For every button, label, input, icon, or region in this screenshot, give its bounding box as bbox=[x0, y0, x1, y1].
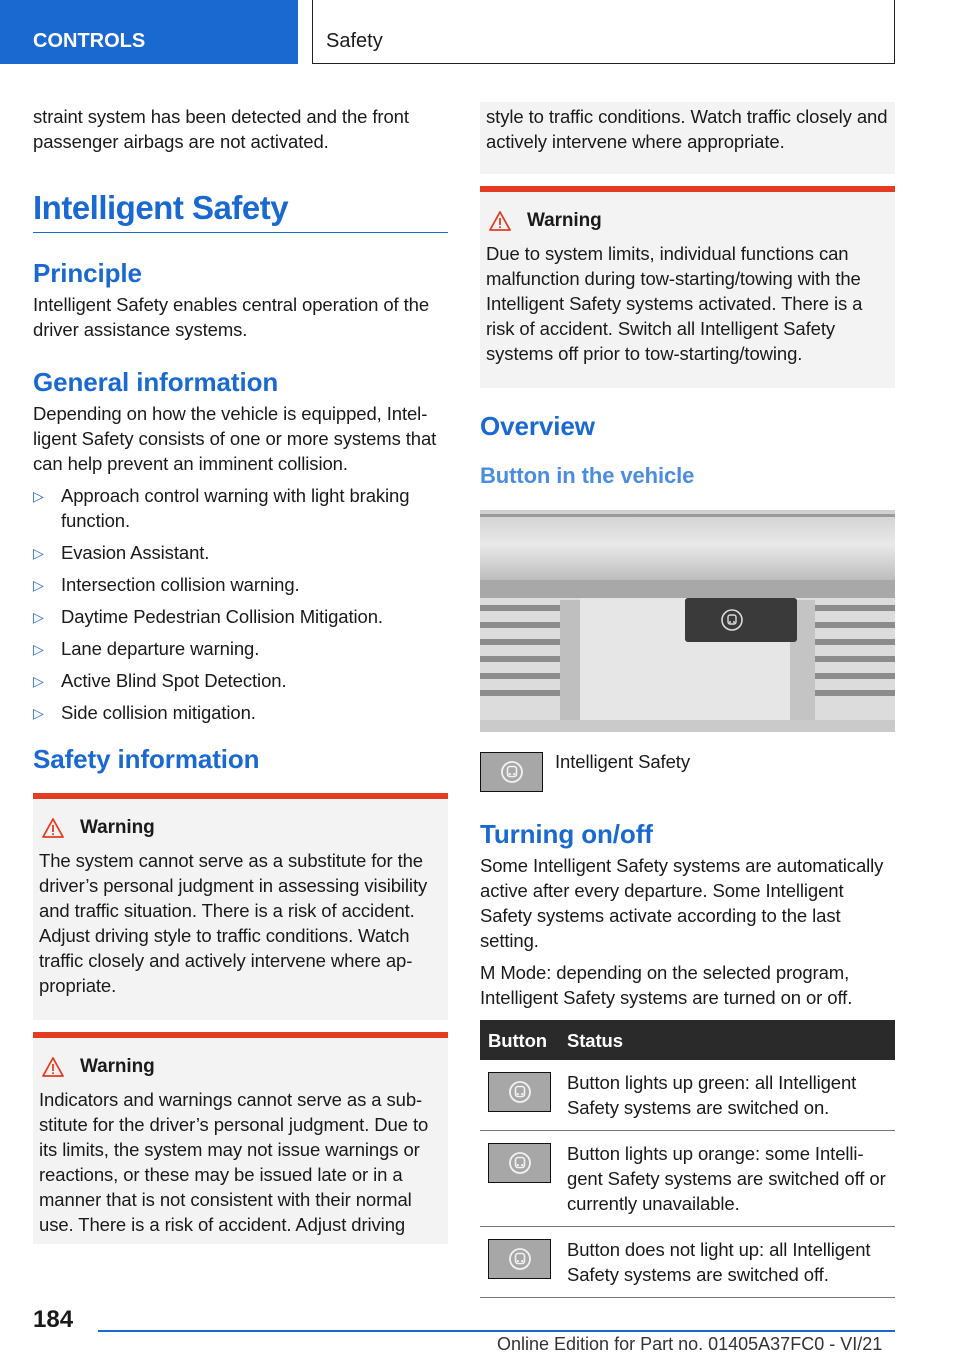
column-header-button: Button bbox=[480, 1020, 559, 1060]
general-heading: General information bbox=[33, 367, 279, 397]
status-cell: Button lights up orange: some Intelligent Safety systems are switched off or currently unavailable. bbox=[559, 1131, 895, 1227]
footer-divider bbox=[98, 1330, 895, 1332]
warning-triangle-icon bbox=[42, 818, 64, 838]
warning-text: style to traffic conditions. Watch traffic closely and actively intervene where appropriate. bbox=[486, 106, 888, 152]
warning-box bbox=[33, 793, 448, 1020]
safety-heading: Safety information bbox=[33, 744, 260, 774]
warning-triangle-icon bbox=[42, 1057, 64, 1077]
general-text: Depending on how the vehicle is equipped, Intelligent Safety consists of one or more systems that can help prevent an imminent collision. bbox=[33, 403, 437, 474]
section-tab: CONTROLS bbox=[0, 0, 298, 64]
warning-title: Warning bbox=[39, 1054, 442, 1079]
overview-heading: Overview bbox=[480, 411, 595, 441]
intro-paragraph: straint system has been detected and the front passenger airbags are not activated. bbox=[33, 106, 409, 152]
list-item: ▷ Lane departure warning. bbox=[33, 636, 448, 661]
list-item: ▷ Side collision mitigation. bbox=[33, 700, 448, 725]
bullet-triangle-icon: ▷ bbox=[33, 609, 44, 625]
status-cell: Button does not light up: all Intelligent Safety systems are switched off. bbox=[559, 1227, 895, 1298]
intelligent-safety-button-icon bbox=[488, 1072, 551, 1112]
turning-heading: Turning on/off bbox=[480, 819, 653, 849]
intelligent-safety-button-icon bbox=[488, 1143, 551, 1183]
column-header-status: Status bbox=[559, 1020, 895, 1060]
warning-continuation bbox=[480, 102, 895, 174]
systems-list bbox=[33, 483, 448, 725]
bullet-triangle-icon: ▷ bbox=[33, 488, 44, 504]
button-heading: Button in the vehicle bbox=[480, 463, 695, 488]
bullet-triangle-icon: ▷ bbox=[33, 705, 44, 721]
left-column bbox=[33, 104, 448, 1244]
warning-text: The system cannot serve as a substitute for the driver’s personal judgment in assessing visibility and traffic situation. There is a risk of accident. Adjust driving style to traffic conditions. Watch traffic closely and actively intervene where appropriate. bbox=[39, 850, 428, 996]
warning-box bbox=[480, 186, 895, 388]
principle-text: Intelligent Safety enables central operation of the driver assistance systems. bbox=[33, 294, 430, 340]
bullet-triangle-icon: ▷ bbox=[33, 545, 44, 561]
bullet-triangle-icon: ▷ bbox=[33, 641, 44, 657]
warning-box bbox=[33, 1032, 448, 1244]
warning-title: Warning bbox=[39, 815, 442, 840]
button-legend bbox=[480, 752, 895, 792]
list-item: ▷ Approach control warning with light braking function. bbox=[33, 485, 410, 531]
page-title: Intelligent Safety bbox=[33, 188, 448, 233]
table-row bbox=[480, 1227, 895, 1298]
legend-label: Intelligent Safety bbox=[555, 751, 690, 772]
status-cell: Button lights up green: all Intelligent Safety systems are switched on. bbox=[559, 1060, 895, 1131]
dashboard-photo bbox=[480, 510, 895, 732]
mmode-text: M Mode: depending on the selected program, Intelligent Safety systems are turned on or off. bbox=[480, 962, 853, 1008]
intelligent-safety-button-icon bbox=[480, 752, 543, 792]
intelligent-safety-button-icon bbox=[488, 1239, 551, 1279]
list-item: ▷ Evasion Assistant. bbox=[33, 540, 448, 565]
edition-text: Online Edition for Part no. 01405A37FC0 - VI/21 bbox=[497, 1334, 883, 1354]
table-row bbox=[480, 1060, 895, 1131]
warning-text: Indicators and warnings cannot serve as a substitute for the driver’s personal judgment. Due to its limits, the system may not issue warnings or reactions, or these may be issued late or in a manner that is not consistent with their normal use. There is a risk of accident. Adjust driving bbox=[39, 1089, 429, 1235]
chapter-title: Safety bbox=[312, 0, 895, 64]
list-item: ▷ Active Blind Spot Detection. bbox=[33, 668, 448, 693]
page-number: 184 bbox=[33, 1306, 74, 1333]
right-column bbox=[480, 102, 895, 1298]
dashboard-button-image bbox=[480, 510, 895, 732]
warning-text: Due to system limits, individual functions can malfunction during tow-starting/towing with the Intelligent Safety systems activated. There is a risk of accident. Switch all Intelligent Safety systems off prior to tow-starting/towing. bbox=[486, 243, 863, 364]
table-header-row bbox=[480, 1020, 895, 1060]
list-item: ▷ Intersection collision warning. bbox=[33, 572, 448, 597]
status-table bbox=[480, 1020, 895, 1298]
principle-heading: Principle bbox=[33, 258, 142, 288]
bullet-triangle-icon: ▷ bbox=[33, 673, 44, 689]
list-item: ▷ Daytime Pedestrian Collision Mitigation. bbox=[33, 604, 448, 629]
warning-title: Warning bbox=[486, 208, 889, 233]
bullet-triangle-icon: ▷ bbox=[33, 577, 44, 593]
table-row bbox=[480, 1131, 895, 1227]
warning-triangle-icon bbox=[489, 211, 511, 231]
turning-text: Some Intelligent Safety systems are automatically active after every departure. Some Intelligent Safety systems activate according to the last setting. bbox=[480, 855, 884, 951]
